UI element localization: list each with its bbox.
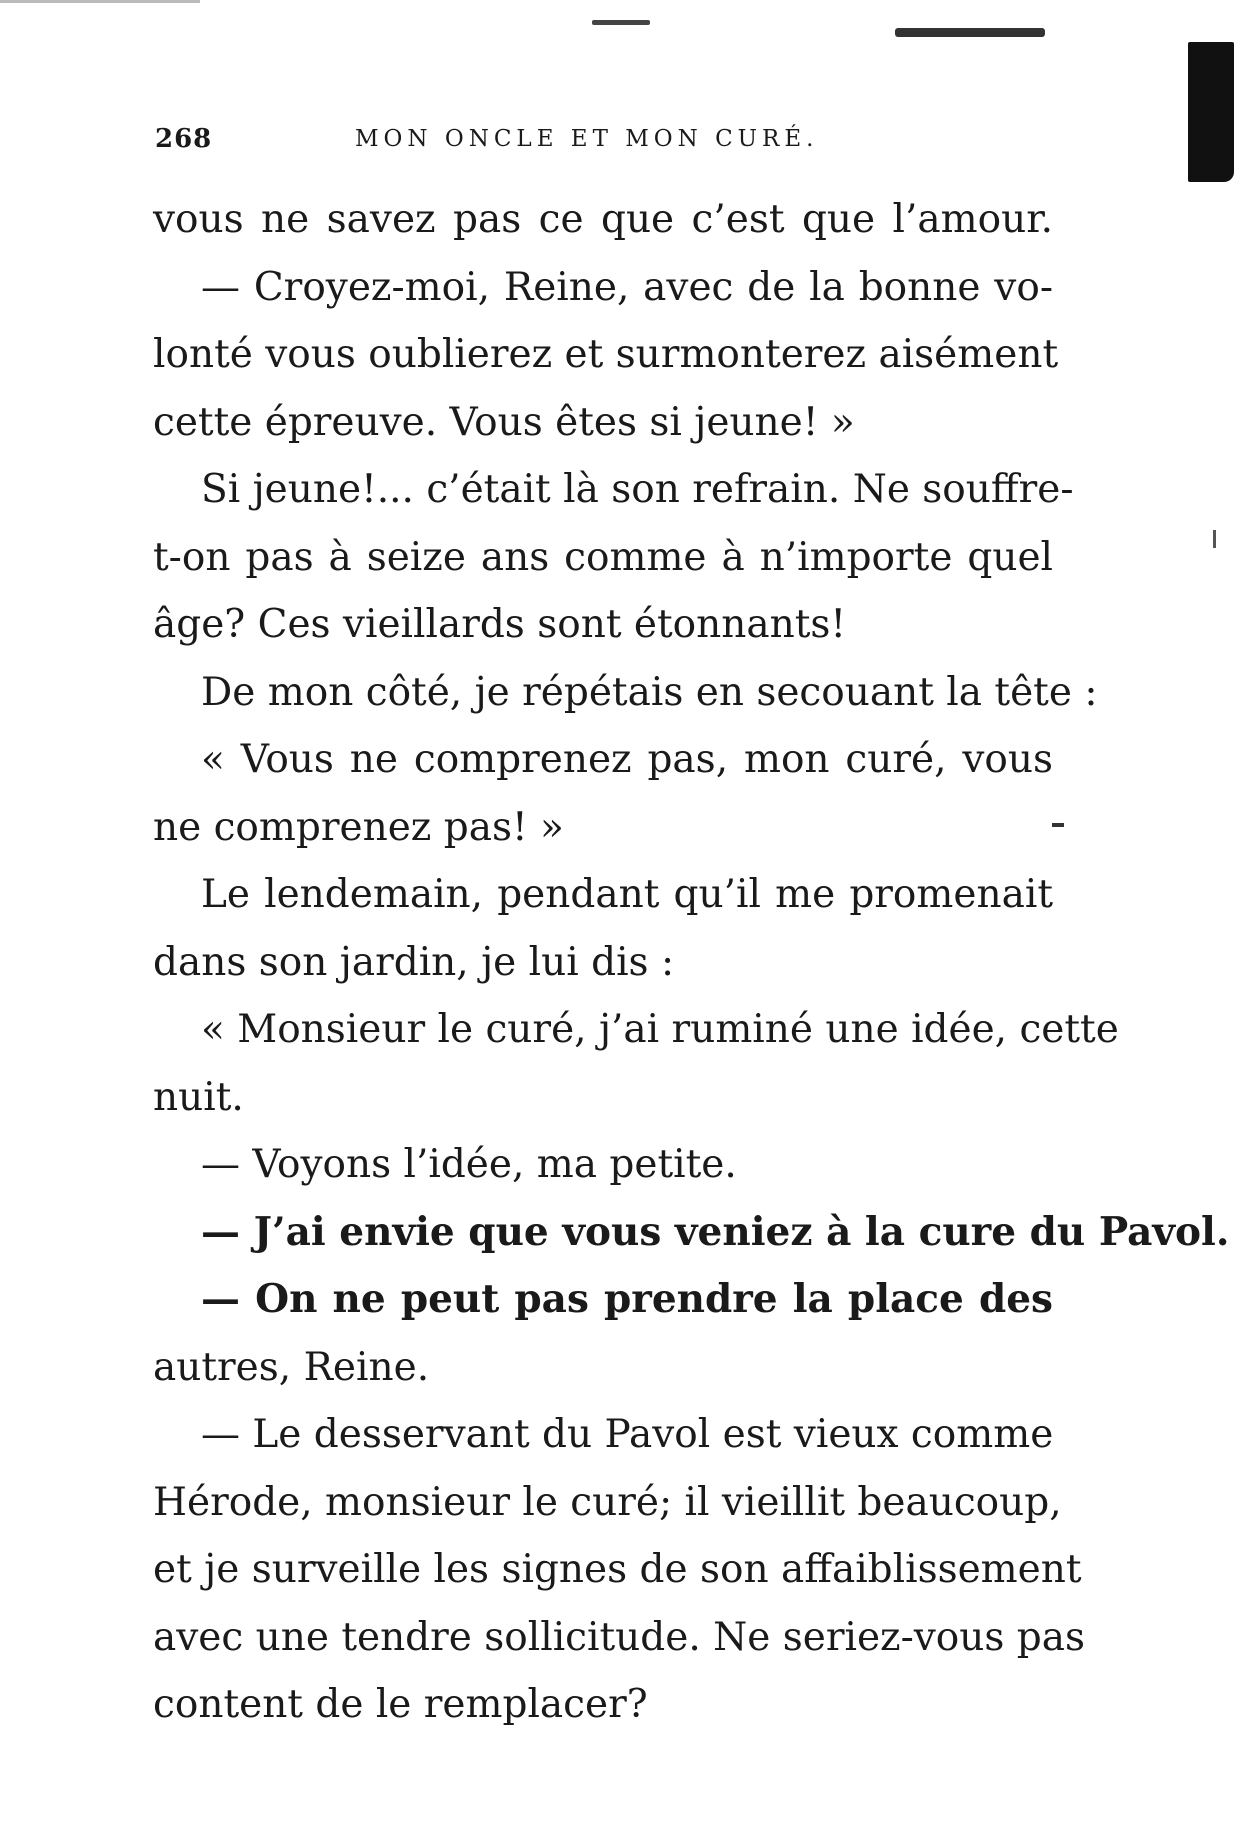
- scan-artifact: [1188, 42, 1234, 182]
- text-line: avec une tendre sollicitude. Ne seriez-vous pas: [153, 1614, 1086, 1660]
- text-line: t-on pas à seize ans comme à n’importe quel: [153, 534, 1053, 580]
- page-header: [155, 124, 1055, 160]
- text-line: — Croyez-moi, Reine, avec de la bonne vo-: [201, 264, 1053, 310]
- page-number: 268: [155, 124, 213, 154]
- scan-artifact: [0, 0, 200, 3]
- scan-artifact: [1052, 823, 1064, 827]
- text-line: dans son jardin, je lui dis :: [153, 939, 675, 985]
- text-line: et je surveille les signes de son affaiblissement: [153, 1547, 1082, 1592]
- text-line: ne comprenez pas! »: [153, 804, 564, 850]
- text-line: — On ne peut pas prendre la place des: [201, 1276, 1053, 1322]
- text-line: Si jeune!... c’était là son refrain. Ne souffre-: [201, 467, 1074, 512]
- running-title: MON ONCLE ET MON CURÉ.: [355, 126, 819, 152]
- text-line: lonté vous oublierez et surmonterez aisément: [153, 332, 1059, 377]
- text-line: — Le desservant du Pavol est vieux comme: [201, 1412, 1054, 1457]
- text-line: Le lendemain, pendant qu’il me promenait: [201, 872, 1053, 917]
- text-line: « Monsieur le curé, j’ai ruminé une idée, cette: [201, 1007, 1119, 1052]
- text-line: nuit.: [153, 1074, 244, 1120]
- text-line: « Vous ne comprenez pas, mon curé, vous: [201, 737, 1053, 782]
- body-text: [153, 186, 1230, 1739]
- text-line: content de le remplacer?: [153, 1682, 648, 1727]
- scan-artifact: [592, 20, 650, 25]
- text-line: autres, Reine.: [153, 1344, 430, 1390]
- scan-artifact: [895, 28, 1045, 37]
- text-line: cette épreuve. Vous êtes si jeune! »: [153, 399, 855, 445]
- text-line: âge? Ces vieillards sont étonnants!: [153, 602, 847, 647]
- text-line: Hérode, monsieur le curé; il vieillit beaucoup,: [153, 1479, 1062, 1525]
- text-line: vous ne savez pas ce que c’est que l’amour.: [153, 197, 1053, 242]
- text-line: — Voyons l’idée, ma petite.: [201, 1142, 737, 1187]
- text-line: De mon côté, je répétais en secouant la tête :: [201, 669, 1098, 715]
- text-line: — J’ai envie que vous veniez à la cure du Pavol.: [201, 1208, 1230, 1255]
- scan-artifact: [1213, 530, 1216, 548]
